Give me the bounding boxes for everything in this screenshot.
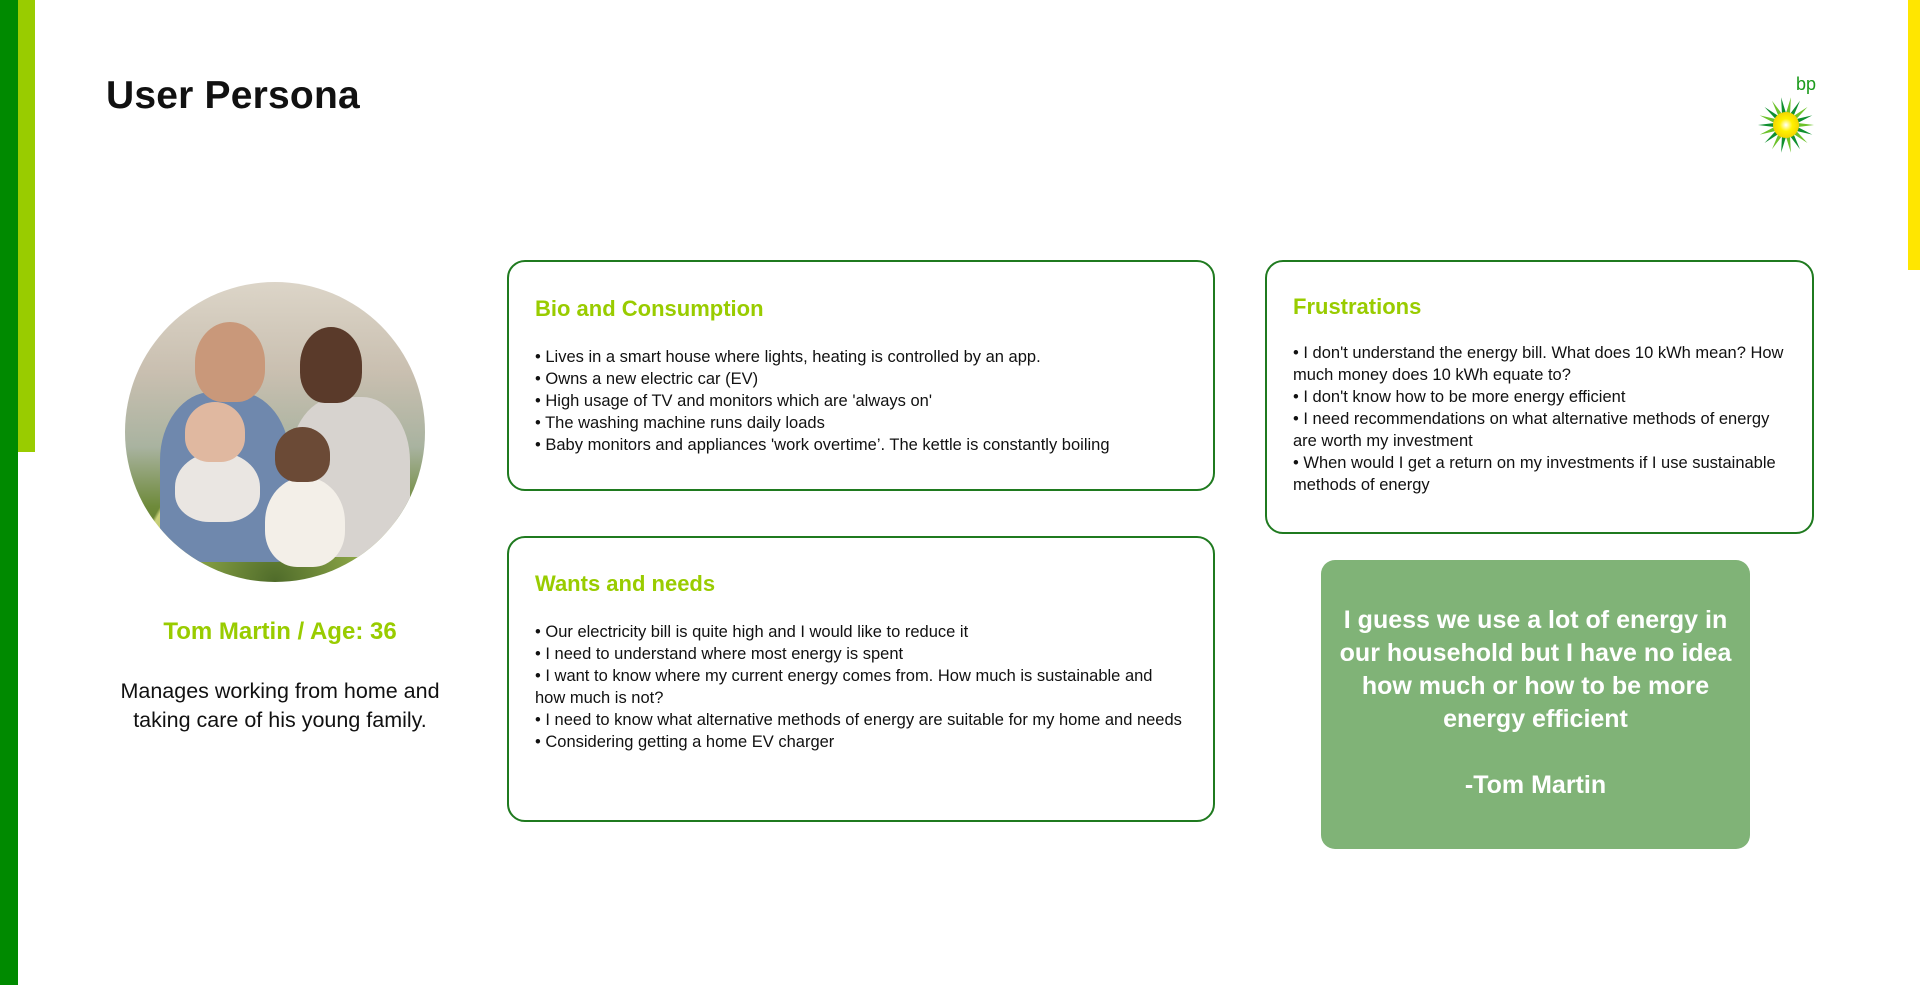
bp-logo-text: bp — [1795, 74, 1816, 94]
bio-item: • Owns a new electric car (EV) — [535, 368, 1187, 390]
photo-head-man — [195, 322, 265, 402]
bio-item: • Baby monitors and appliances 'work overtime’. The kettle is constantly boiling — [535, 434, 1187, 456]
photo-head-woman — [300, 327, 362, 403]
frustrations-item: • I don't know how to be more energy efficient — [1293, 386, 1786, 408]
photo-head-baby — [185, 402, 245, 462]
frustrations-list — [1293, 342, 1786, 496]
wants-item: • I need to know what alternative methods of energy are suitable for my home and needs — [535, 709, 1187, 731]
bio-card — [507, 260, 1215, 491]
wants-list — [535, 621, 1187, 753]
wants-item: • Considering getting a home EV charger — [535, 731, 1187, 753]
wants-item: • I need to understand where most energy is spent — [535, 643, 1187, 665]
helios-petal — [1786, 97, 1791, 113]
photo-figure-baby — [175, 452, 260, 522]
bio-item: • Lives in a smart house where lights, heating is controlled by an app. — [535, 346, 1187, 368]
helios-petal — [1796, 127, 1812, 134]
helios-petal — [1760, 115, 1776, 122]
quote-box — [1321, 560, 1750, 849]
frustrations-item: • I need recommendations on what alternative methods of energy are worth my investment — [1293, 408, 1786, 452]
persona-photo — [125, 282, 425, 582]
frustrations-card — [1265, 260, 1814, 534]
helios-petal — [1760, 127, 1776, 134]
persona-name: Tom Martin / Age: 36 — [163, 618, 397, 645]
helios-petal — [1781, 97, 1786, 113]
bio-heading: Bio and Consumption — [535, 296, 764, 321]
wants-item: • I want to know where my current energy comes from. How much is sustainable and how much is not? — [535, 665, 1187, 709]
helios-petal — [1798, 123, 1814, 127]
helios-icon — [1757, 96, 1815, 154]
bio-list — [535, 346, 1187, 456]
wants-card — [507, 536, 1215, 822]
page-title: User Persona — [106, 74, 360, 117]
frustrations-item: • I don't understand the energy bill. What does 10 kWh mean? How much money does 10 kWh equate to? — [1293, 342, 1786, 386]
left-lime-bar — [18, 0, 35, 452]
helios-petal — [1781, 136, 1786, 152]
quote-text: I guess we use a lot of energy in our household but I have no idea how much or how to be more energy efficient — [1339, 606, 1732, 733]
photo-head-girl — [275, 427, 330, 482]
frustrations-item: • When would I get a return on my investments if I use sustainable methods of energy — [1293, 452, 1786, 496]
right-yellow-bar — [1908, 0, 1920, 270]
bio-item: • High usage of TV and monitors which are 'always on' — [535, 390, 1187, 412]
wants-item: • Our electricity bill is quite high and I would like to reduce it — [535, 621, 1187, 643]
persona-description: Manages working from home and taking care of his young family. — [120, 679, 440, 732]
helios-petal — [1758, 123, 1774, 127]
bp-logo — [1756, 74, 1818, 154]
wants-heading: Wants and needs — [535, 571, 716, 596]
photo-figure-girl — [265, 477, 345, 567]
bio-item: • The washing machine runs daily loads — [535, 412, 1187, 434]
helios-petal — [1796, 115, 1812, 122]
frustrations-heading: Frustrations — [1293, 294, 1422, 319]
helios-petal — [1786, 136, 1791, 152]
left-green-bar — [0, 0, 18, 985]
quote-author: -Tom Martin — [1464, 771, 1607, 799]
